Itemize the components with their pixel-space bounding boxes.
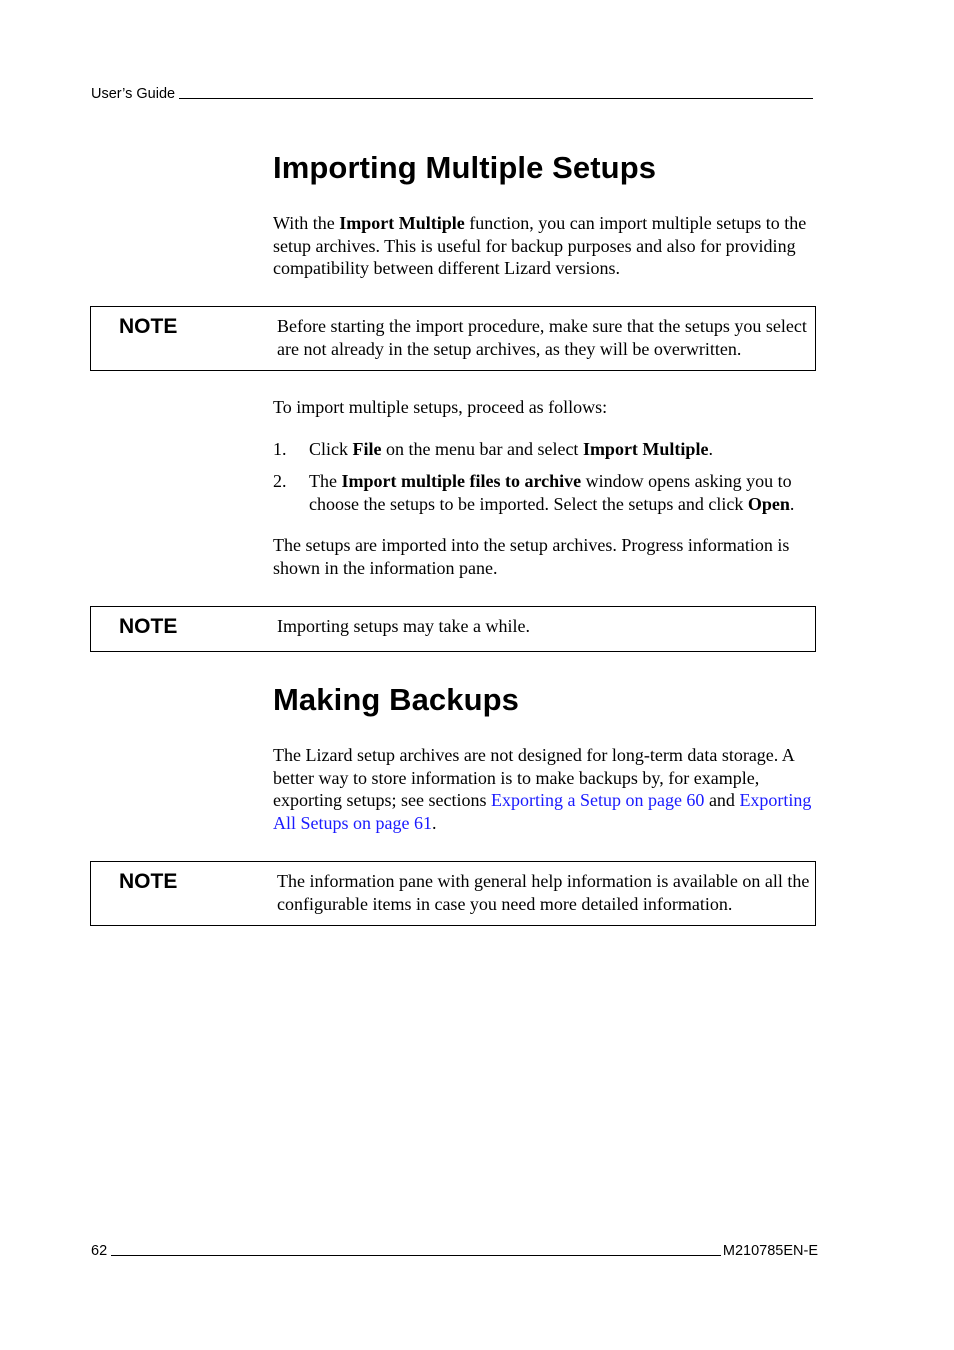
link-exporting-all-setups[interactable]: Exporting All Setups on page 61: [273, 790, 812, 833]
link-exporting-a-setup[interactable]: Exporting a Setup on page 60: [490, 790, 705, 811]
note-box-overwrite: [90, 306, 816, 371]
note-box-information-pane: [90, 861, 816, 926]
intro-paragraph: With the Import Multiple function, you can import multiple setups to the setup archives. This is useful for backup purposes and also for providing compatibility between different Lizard versions.: [273, 213, 807, 279]
note-label: NOTE: [119, 315, 178, 338]
note-text: Importing setups may take a while.: [277, 616, 530, 636]
note-text: The information pane with general help information is available on all the configurable items in case you need more detailed information.: [277, 871, 810, 914]
backups-paragraph: The Lizard setup archives are not designed for long-term data storage. A better way to store information is to make backups by, for example, exporting setups; see sections Exporting a Setup on page 60 and Exporting All Setups on page 61.: [273, 745, 812, 833]
import-multiple-term: Import Multiple: [339, 213, 465, 233]
section-title-backups: Making Backups: [273, 682, 520, 717]
step-text: Click File on the menu bar and select Import Multiple.: [309, 439, 713, 459]
note-box-duration: [90, 606, 816, 652]
page-number: 62: [91, 1243, 108, 1259]
footer-rule: [111, 1255, 721, 1256]
result-paragraph: The setups are imported into the setup archives. Progress information is shown in the information pane.: [273, 535, 790, 578]
header-rule: [179, 98, 813, 99]
note-label: NOTE: [119, 615, 178, 638]
note-text: Before starting the import procedure, make sure that the setups you select are not already in the setup archives, as they will be overwritten.: [277, 316, 807, 359]
procedure-lead: To import multiple setups, proceed as follows:: [273, 397, 608, 417]
section-title-importing: Importing Multiple Setups: [273, 150, 657, 185]
step-text: The Import multiple files to archive window opens asking you to choose the setups to be imported. Select the setups and click Open.: [309, 471, 795, 514]
header-label: User’s Guide: [91, 86, 176, 102]
running-header: [91, 86, 813, 102]
note-label: NOTE: [119, 870, 178, 893]
step-number: 2.: [273, 471, 287, 491]
document-code: M210785EN-E: [722, 1243, 818, 1259]
running-footer: [91, 1243, 818, 1259]
step-number: 1.: [273, 439, 287, 459]
